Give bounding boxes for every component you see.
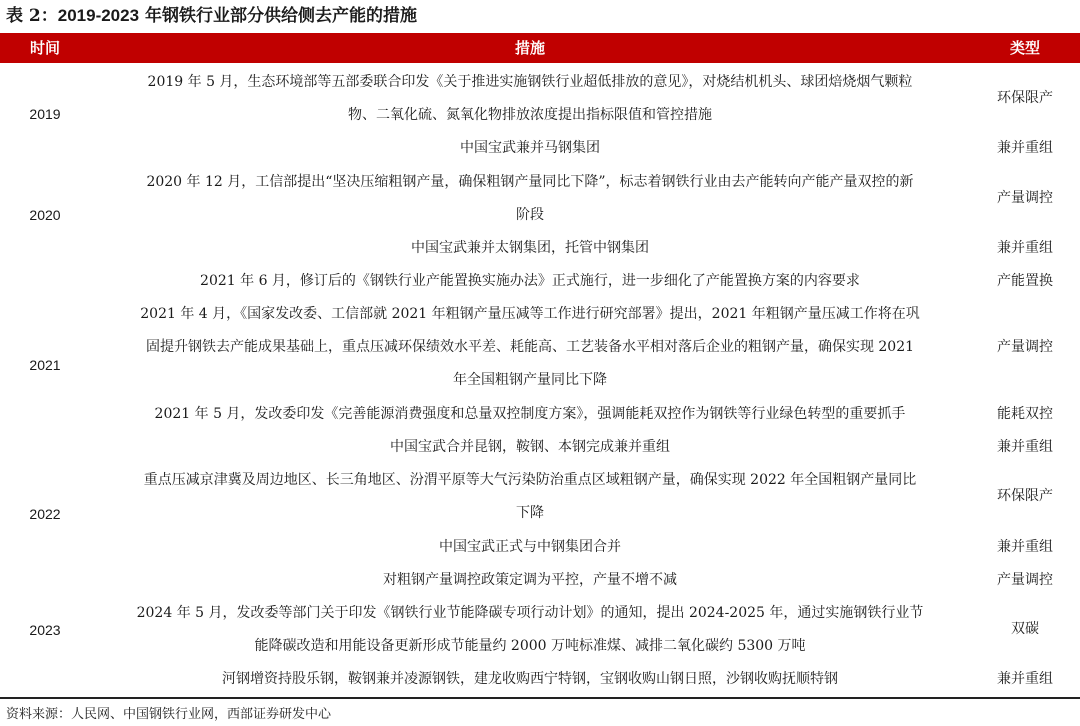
type-cell: 兼并重组 xyxy=(997,240,1053,256)
measure-cell xyxy=(90,298,970,397)
measure-cell xyxy=(90,564,970,597)
measure-line: 中国宝武正式与中钢集团合并 xyxy=(439,539,621,555)
measure-cell xyxy=(90,663,970,696)
measure-line: 2020 年 12 月，工信部提出“坚决压缩粗钢产量，确保粗钢产量同比下降”，标志着钢铁行业由去产能转向产能产量双控的新 xyxy=(146,174,914,190)
measure-line: 中国宝武兼并马钢集团 xyxy=(460,140,600,156)
measure-cell xyxy=(90,265,970,298)
measure-cell xyxy=(90,166,970,232)
table-row xyxy=(0,298,1080,397)
measure-line: 2024 年 5 月，发改委等部门关于印发《钢铁行业节能降碳专项行动计划》的通知，提出 2024-2025 年，通过实施钢铁行业节 xyxy=(136,605,924,621)
year-cell: 2019 xyxy=(29,106,61,122)
measure-line: 2021 年 6 月，修订后的《钢铁行业产能置换实施办法》正式施行，进一步细化了产能置换方案的内容要求 xyxy=(200,273,860,289)
measure-cell xyxy=(90,132,970,165)
table-row xyxy=(0,597,1080,663)
table-row xyxy=(0,531,1080,564)
type-cell: 环保限产 xyxy=(997,90,1053,106)
header-type: 类型 xyxy=(1009,39,1040,57)
table-title xyxy=(6,3,417,29)
table-row xyxy=(0,464,1080,530)
type-cell: 兼并重组 xyxy=(997,140,1053,156)
measure-cell xyxy=(90,232,970,265)
measure-line: 对粗钢产量调控政策定调为平控，产量不增不减 xyxy=(383,572,677,588)
type-cell: 双碳 xyxy=(1011,621,1039,637)
measure-cell xyxy=(90,431,970,464)
title-prefix: 表 2： xyxy=(6,6,58,26)
measure-line: 中国宝武合并昆钢，鞍钢、本钢完成兼并重组 xyxy=(390,439,670,455)
table-row xyxy=(0,265,1080,298)
measure-cell xyxy=(90,597,970,663)
table-row xyxy=(0,398,1080,431)
year-cell: 2022 xyxy=(29,506,61,522)
table-row xyxy=(0,132,1080,165)
type-cell: 产量调控 xyxy=(997,572,1053,588)
table-header xyxy=(0,33,1080,63)
year-cell: 2020 xyxy=(29,207,61,223)
measure-line: 阶段 xyxy=(516,207,544,223)
table-row xyxy=(0,564,1080,597)
table-row xyxy=(0,232,1080,265)
header-measure: 措施 xyxy=(514,39,545,57)
measure-line: 能降碳改造和用能设备更新形成节能量约 2000 万吨标准煤、减排二氧化碳约 5300 万吨 xyxy=(254,638,806,654)
year-cell: 2023 xyxy=(29,622,61,638)
measure-line: 2021 年 5 月，发改委印发《完善能源消费强度和总量双控制度方案》，强调能耗双控作为钢铁等行业绿色转型的重要抓手 xyxy=(154,406,906,422)
source-note: 资料来源：人民网、中国钢铁行业网，西部证券研发中心 xyxy=(6,707,332,722)
type-cell: 兼并重组 xyxy=(997,671,1053,687)
table-bottom-rule xyxy=(0,697,1080,699)
title-years: 2019-2023 xyxy=(57,6,140,25)
header-year: 时间 xyxy=(29,39,60,57)
measure-line: 中国宝武兼并太钢集团，托管中钢集团 xyxy=(411,240,649,256)
year-cell: 2021 xyxy=(29,357,61,373)
type-cell: 兼并重组 xyxy=(997,439,1053,455)
measure-line: 2019 年 5 月，生态环境部等五部委联合印发《关于推进实施钢铁行业超低排放的意见》，对烧结机机头、球团焙烧烟气颗粒 xyxy=(147,74,913,90)
measure-cell xyxy=(90,66,970,132)
measure-line: 固提升钢铁去产能成果基础上，重点压减环保绩效水平差、耗能高、工艺装备水平相对落后企业的粗钢产量，确保实现 2021 xyxy=(145,339,915,355)
table-row xyxy=(0,66,1080,132)
measure-line: 2021 年 4 月，《国家发改委、工信部就 2021 年粗钢产量压减等工作进行研究部署》提出，2021 年粗钢产量压减工作将在巩 xyxy=(140,306,920,322)
type-cell: 环保限产 xyxy=(997,488,1053,504)
type-cell: 能耗双控 xyxy=(997,406,1053,422)
measure-line: 河钢增资持股乐钢，鞍钢兼并凌源钢铁，建龙收购西宁特钢，宝钢收购山钢日照，沙钢收购抚顺特钢 xyxy=(222,671,838,687)
table-row xyxy=(0,431,1080,464)
measure-line: 重点压减京津冀及周边地区、长三角地区、汾渭平原等大气污染防治重点区域粗钢产量，确保实现 2022 年全国粗钢产量同比 xyxy=(143,472,917,488)
measure-cell xyxy=(90,464,970,530)
type-cell: 产能置换 xyxy=(997,273,1053,289)
measure-line: 物、二氧化硫、氮氧化物排放浓度提出指标限值和管控措施 xyxy=(348,107,712,123)
table-row xyxy=(0,166,1080,232)
type-cell: 产量调控 xyxy=(997,190,1053,206)
measure-line: 年全国粗钢产量同比下降 xyxy=(453,372,607,388)
measure-cell xyxy=(90,531,970,564)
table-row xyxy=(0,663,1080,696)
type-cell: 产量调控 xyxy=(997,339,1053,355)
measure-cell xyxy=(90,398,970,431)
title-text: 年钢铁行业部分供给侧去产能的措施 xyxy=(139,6,417,26)
type-cell: 兼并重组 xyxy=(997,539,1053,555)
measure-line: 下降 xyxy=(516,505,544,521)
